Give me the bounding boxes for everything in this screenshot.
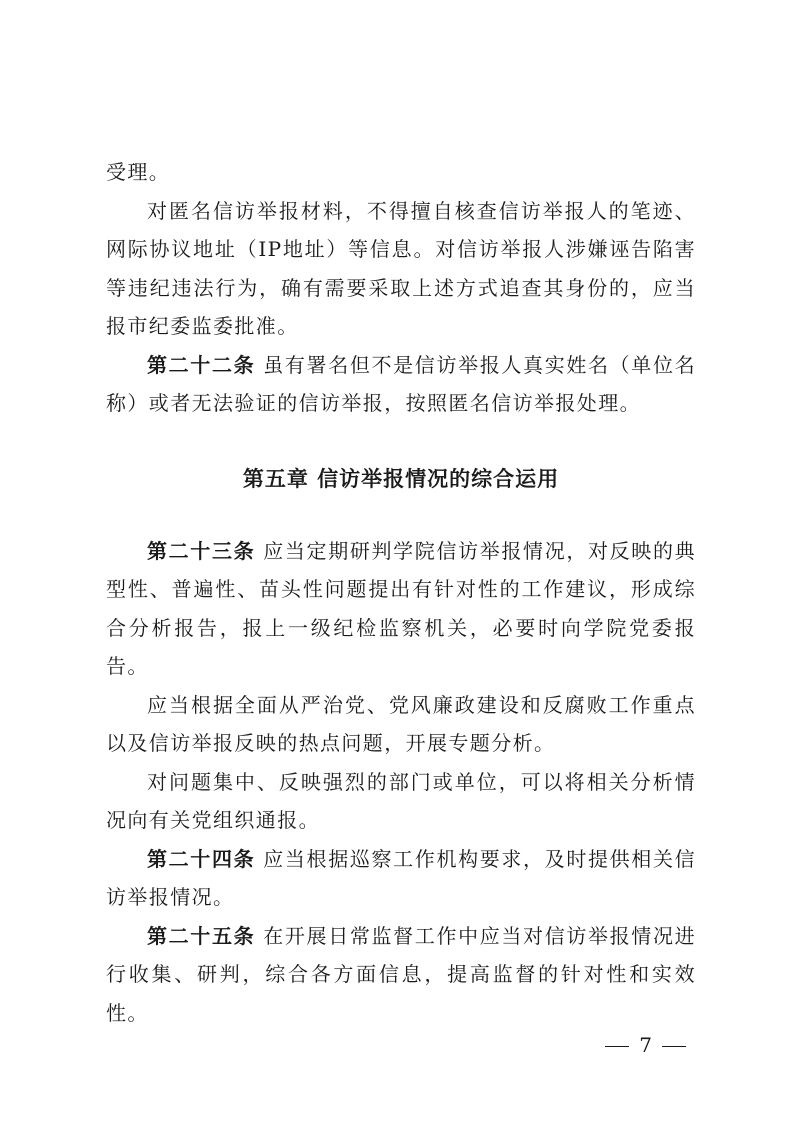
article-number: 第二十二条 — [147, 352, 256, 377]
chapter-heading: 第五章 信访举报情况的综合运用 — [242, 466, 560, 491]
dash-left — [605, 1046, 629, 1048]
article-number: 第二十三条 — [147, 538, 256, 563]
paragraph-special-analysis: 应当根据全面从严治党、党风廉政建设和反腐败工作重点以及信访举报反映的热点问题，开展专题分析。 — [106, 692, 696, 755]
paragraph-anonymous-reports: 对匿名信访举报材料，不得擅自核查信访举报人的笔迹、网际协议地址（IP地址）等信息。对信访举报人涉嫌诬告陷害等违纪违法行为，确有需要采取上述方式追查其身份的，应当报市纪委监委批准。 — [106, 198, 696, 338]
page-body — [106, 153, 696, 1032]
page-number-value: 7 — [639, 1033, 652, 1057]
article-22 — [106, 346, 696, 423]
article-text: 应当根据巡察工作机构要求，及时提供相关信访举报情况。 — [106, 846, 696, 909]
article-text: 在开展日常监督工作中应当对信访举报情况进行收集、研判，综合各方面信息，提高监督的针对性和实效性。 — [106, 923, 696, 1025]
paragraph-notification: 对问题集中、反映强烈的部门或单位，可以将相关分析情况向有关党组织通报。 — [106, 769, 696, 832]
article-24 — [106, 840, 696, 917]
article-number: 第二十四条 — [147, 846, 256, 871]
page-number — [595, 1031, 696, 1059]
article-number: 第二十五条 — [147, 923, 256, 948]
article-text: 虽有署名但不是信访举报人真实姓名（单位名称）或者无法验证的信访举报，按照匿名信访举报处理。 — [106, 352, 696, 415]
dash-right — [662, 1046, 686, 1048]
article-23 — [106, 532, 696, 686]
article-25 — [106, 917, 696, 1033]
article-text: 应当定期研判学院信访举报情况，对反映的典型性、普遍性、苗头性问题提出有针对性的工作建议，形成综合分析报告，报上一级纪检监察机关，必要时向学院党委报告。 — [106, 538, 696, 678]
paragraph-continuation: 受理。 — [106, 160, 171, 184]
